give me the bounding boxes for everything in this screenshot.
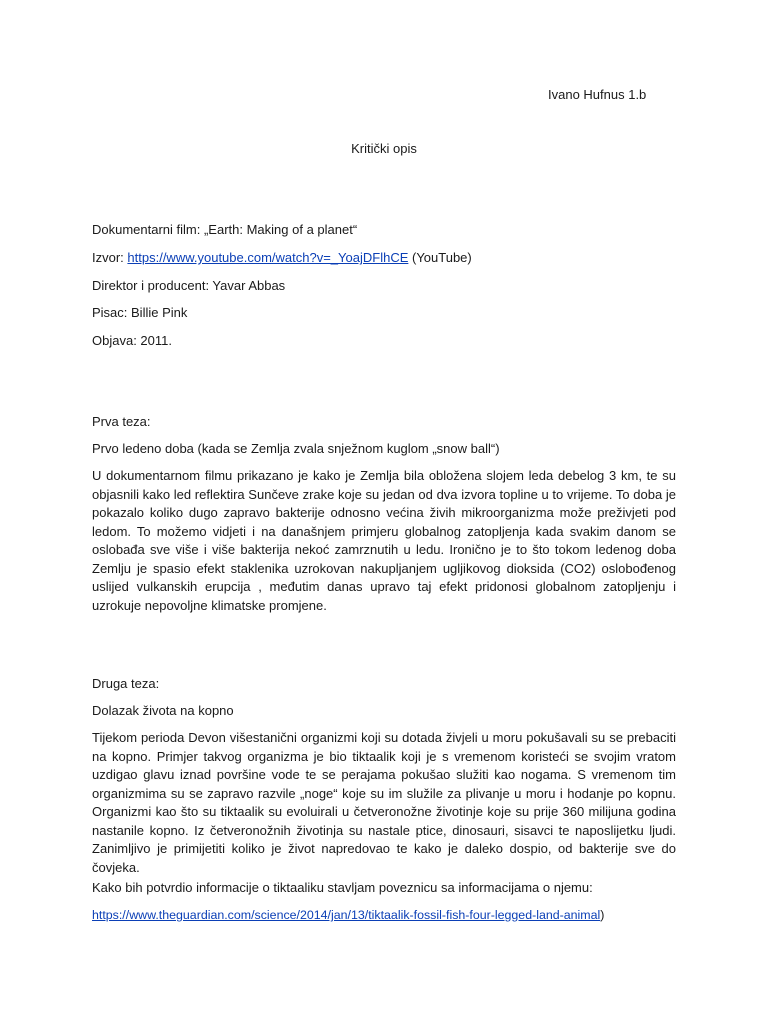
link-intro-line: Kako bih potvrdio informacije o tiktaaliku stavljam poveznicu sa informacijama o njemu:	[92, 880, 593, 895]
source-suffix: (YouTube)	[408, 250, 472, 265]
source-line	[92, 250, 472, 265]
documentary-title-line: Dokumentarni film: „Earth: Making of a planet“	[92, 222, 358, 237]
author-line: Ivano Hufnus 1.b	[548, 87, 647, 102]
published-line: Objava: 2011.	[92, 333, 172, 348]
guardian-link-suffix: )	[600, 908, 605, 922]
thesis-2-subtitle: Dolazak života na kopno	[92, 703, 234, 718]
thesis-1-body: U dokumentarnom filmu prikazano je kako je Zemlja bila obložena slojem leda debelog 3 km, te su objasnili kako led reflektira Sunčeve zrake koje su jedan od dva izvora topline u to vrijeme. To doba je pokazalo koliko dugo zapravo bakterije odnosno većina živih mikroorganizma može preživjeti pod ledom. To možemo vidjeti i na današnjem primjeru globalnog zatopljenja kada svakim danom se oslobađa sve više i više bakterija nekoć zamrznutih u ledu. Ironično je to što tokom ledenog doba Zemlju je spasio efekt staklenika uzrokovan nakupljanjem ugljikovog dioksida (CO2) oslobođenog uslijed vulkanskih erupcija , međutim danas upravo taj efekt pridonosi globalnom zatopljenju i uzrokuje nepovoljne klimatske promjene.	[92, 468, 676, 613]
thesis-2-heading: Druga teza:	[92, 676, 160, 691]
thesis-1-subtitle: Prvo ledeno doba (kada se Zemlja zvala snježnom kuglom „snow ball“)	[92, 441, 500, 456]
writer-line: Pisac: Billie Pink	[92, 305, 188, 320]
thesis-1-heading: Prva teza:	[92, 414, 151, 429]
guardian-link[interactable]: https://www.theguardian.com/science/2014/jan/13/tiktaalik-fossil-fish-four-legged-land-animal	[92, 908, 601, 922]
guardian-link-line	[92, 908, 604, 922]
source-label: Izvor:	[92, 250, 128, 265]
director-line: Direktor i producent: Yavar Abbas	[92, 278, 286, 293]
source-link[interactable]: https://www.youtube.com/watch?v=_YoajDFlhCE	[127, 250, 409, 265]
thesis-2-body: Tijekom perioda Devon višestanični organizmi koji su dotada živjeli u moru pokušavali su se prebaciti na kopno. Primjer takvog organizma je bio tiktaalik koji je s vremenom koristeći se svojim vratom uzdigao glavu iznad površine vode te se perajama pokušao služiti kao nogama. S vremenom tim organizmima su se zapravo razvile „noge“ koje su im služile za plivanje u moru i hodanje po kopnu. Organizmi kao što su tiktaalik su evoluirali u četveronožne životinje koje su prije 360 milijuna godina nastanile kopno. Iz četveronožnih životinja su nastale ptice, dinosauri, sisavci te naposlijetku ljudi. Zanimljivo je primijetiti koliko je život napredovao te kako je daleko dospio, od bakterije sve do čovjeka.	[92, 730, 676, 875]
document-title: Kritički opis	[351, 141, 417, 156]
